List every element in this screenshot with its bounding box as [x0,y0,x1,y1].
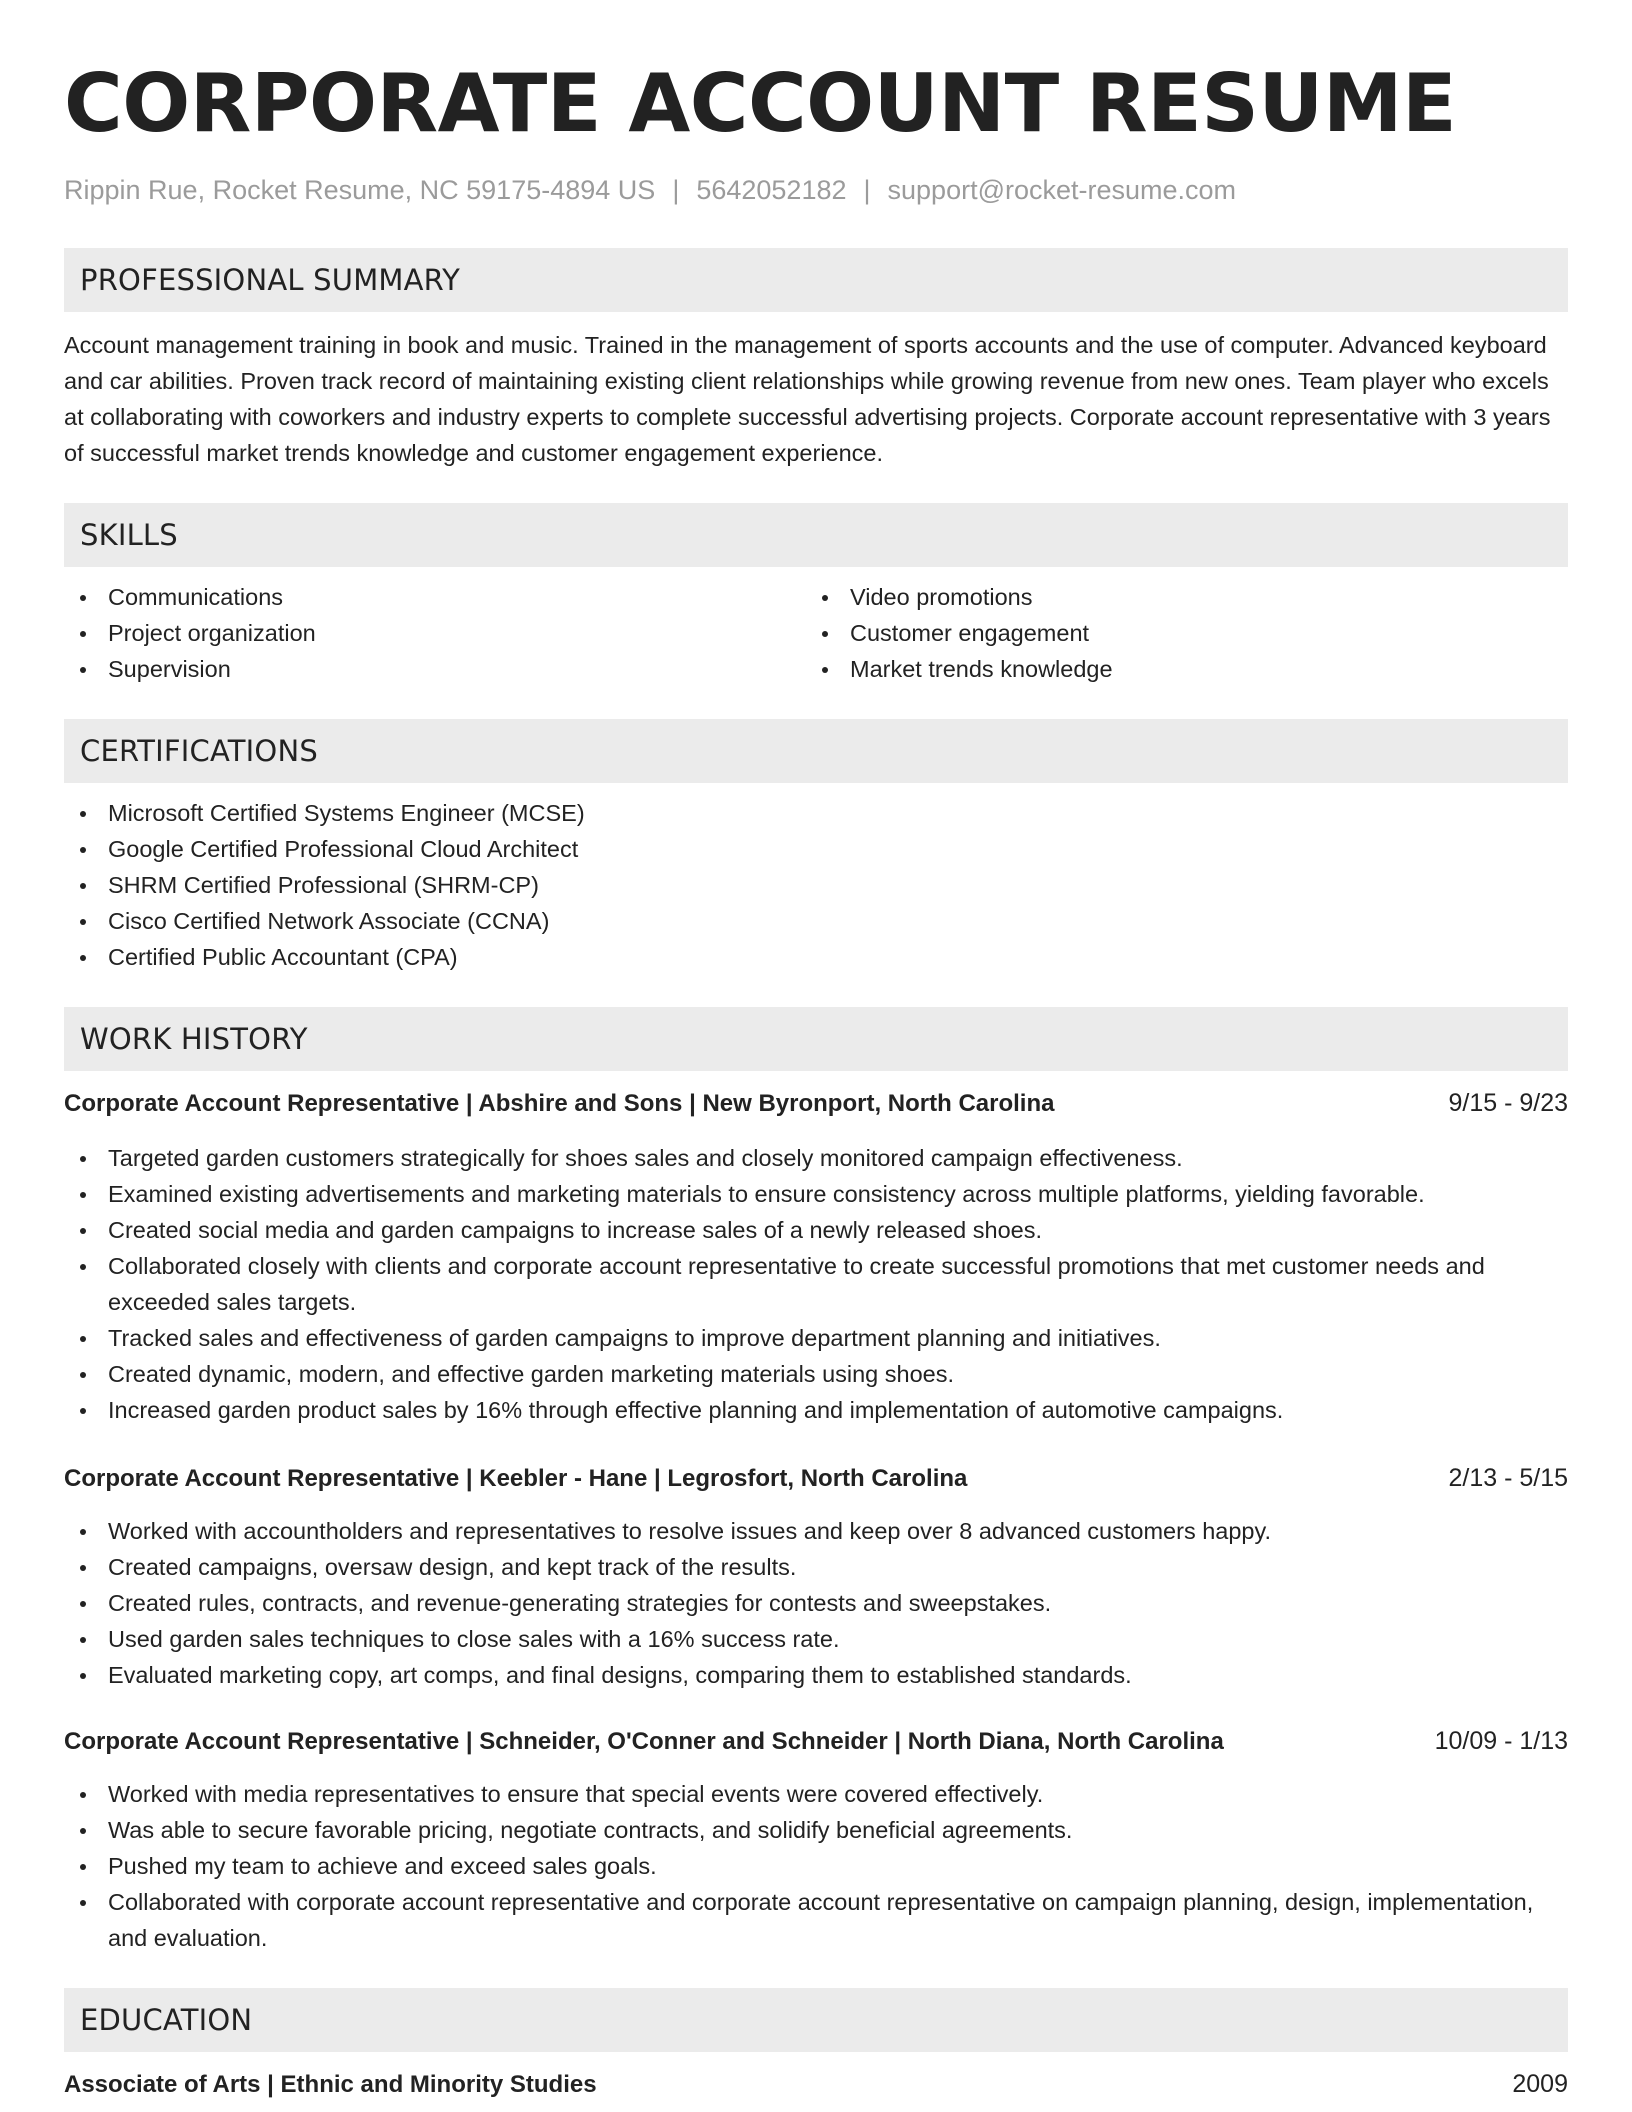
job-bullet: Used garden sales techniques to close sales with a 16% success rate. [64,1621,1568,1657]
job-bullet: Was able to secure favorable pricing, negotiate contracts, and solidify beneficial agreements. [64,1812,1568,1848]
job-bullet: Created dynamic, modern, and effective garden marketing materials using shoes. [64,1356,1568,1392]
certification-item: Microsoft Certified Systems Engineer (MCSE) [64,795,1568,831]
skills-column-right [806,579,1548,687]
job-entry [64,1460,1568,1693]
job-heading: Corporate Account Representative | Schneider, O'Conner and Schneider | North Diana, North Carolina [64,1728,1224,1755]
contact-email: support@rocket-resume.com [887,175,1237,205]
education-year: 2009 [1512,2070,1568,2098]
education-heading: Associate of Arts | Ethnic and Minority Studies [64,2071,597,2098]
job-bullet: Created social media and garden campaigns to increase sales of a newly released shoes. [64,1212,1568,1248]
job-bullet: Examined existing advertisements and marketing materials to ensure consistency across multiple platforms, yielding favorable. [64,1176,1568,1212]
job-bullet: Collaborated with corporate account representative and corporate account representative on campaign planning, design, implementation, and evaluation. [64,1884,1568,1956]
job-bullets [64,1140,1568,1428]
education-header [64,2066,1568,2103]
resume-content [64,52,1568,2103]
skill-item: Market trends knowledge [806,651,1548,687]
job-entry [64,1085,1568,1428]
job-heading: Corporate Account Representative | Keebler - Hane | Legrosfort, North Carolina [64,1465,968,1492]
job-bullet: Evaluated marketing copy, art comps, and final designs, comparing them to established standards. [64,1657,1568,1693]
job-bullet: Worked with accountholders and representatives to resolve issues and keep over 8 advanced customers happy. [64,1513,1568,1549]
job-bullets [64,1513,1568,1693]
resume-title: CORPORATE ACCOUNT RESUME [64,57,1457,150]
job-header [64,1460,1568,1497]
certification-item: Certified Public Accountant (CPA) [64,939,1568,975]
contact-separator: | [863,175,871,205]
job-bullet: Pushed my team to achieve and exceed sales goals. [64,1848,1568,1884]
job-bullet: Created campaigns, oversaw design, and kept track of the results. [64,1549,1568,1585]
certification-item: SHRM Certified Professional (SHRM-CP) [64,867,1568,903]
section-heading-summary: PROFESSIONAL SUMMARY [64,248,1568,312]
job-header [64,1085,1568,1122]
skill-item: Supervision [64,651,806,687]
job-dates: 10/09 - 1/13 [1434,1727,1568,1755]
section-heading-work-history: WORK HISTORY [64,1007,1568,1071]
job-bullets [64,1776,1568,1956]
skill-item: Video promotions [806,579,1548,615]
section-heading-certifications: CERTIFICATIONS [64,719,1568,783]
skills-column-left [64,579,806,687]
contact-line [64,172,1568,208]
skills-list [64,579,1568,687]
job-entry [64,1723,1568,1956]
certification-item: Google Certified Professional Cloud Architect [64,831,1568,867]
job-bullet: Targeted garden customers strategically for shoes sales and closely monitored campaign effectiveness. [64,1140,1568,1176]
skill-item: Customer engagement [806,615,1548,651]
contact-address: Rippin Rue, Rocket Resume, NC 59175-4894 US [64,175,656,205]
certifications-list [64,795,1568,975]
contact-separator: | [672,175,680,205]
job-bullet: Tracked sales and effectiveness of garden campaigns to improve department planning and initiatives. [64,1320,1568,1356]
job-bullet: Collaborated closely with clients and corporate account representative to create successful promotions that met customer needs and exceeded sales targets. [64,1248,1568,1320]
job-bullet: Worked with media representatives to ensure that special events were covered effectively. [64,1776,1568,1812]
job-dates: 9/15 - 9/23 [1448,1089,1568,1117]
certification-item: Cisco Certified Network Associate (CCNA) [64,903,1568,939]
skill-item: Project organization [64,615,806,651]
job-header [64,1723,1568,1760]
summary-text: Account management training in book and music. Trained in the management of sports accounts and the use of computer. Advanced keyboard and car abilities. Proven track record of maintaining existing client relationships while growing revenue from new ones. Team player who excels at collaborating with coworkers and industry experts to complete successful advertising projects. Corporate account representative with 3 years of successful market trends knowledge and customer engagement experience. [64,332,1551,466]
job-heading: Corporate Account Representative | Abshire and Sons | New Byronport, North Carolina [64,1090,1055,1117]
section-heading-education: EDUCATION [64,1988,1568,2052]
job-dates: 2/13 - 5/15 [1448,1464,1568,1492]
section-heading-skills: SKILLS [64,503,1568,567]
job-bullet: Created rules, contracts, and revenue-generating strategies for contests and sweepstakes. [64,1585,1568,1621]
job-bullet: Increased garden product sales by 16% through effective planning and implementation of automotive campaigns. [64,1392,1568,1428]
contact-phone: 5642052182 [696,175,847,205]
skill-item: Communications [64,579,806,615]
